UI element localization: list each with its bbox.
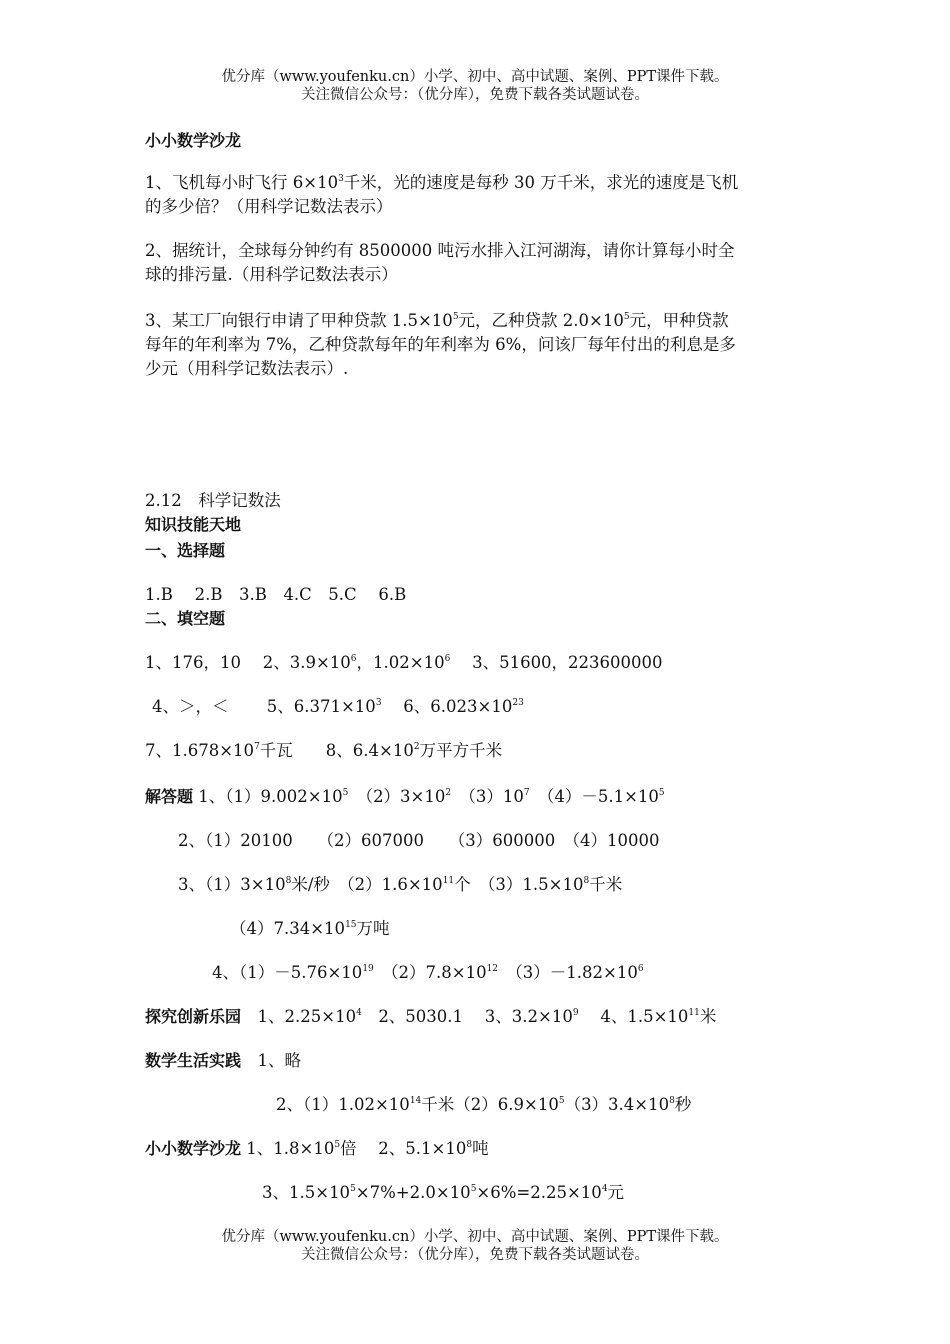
header-line-2: 关注微信公众号：（优分库），免费下载各类试题试卷。 (301, 87, 649, 103)
fill-answers-1: 1、176，10 2、$3.9\times 10^6$，$1.02\times 10^6$ 3、51600，223600000 (145, 653, 663, 672)
salon-title: 小小数学沙龙 (145, 131, 242, 150)
question-3-line-2: 每年的年利率为 7%，乙种贷款每年的年利率为 6%，问该厂每年付出的利息是多 (145, 335, 736, 354)
knowledge-heading: 知识技能天地 (145, 515, 242, 534)
question-3-line-3: 少元（用科学记数法表示）. (145, 359, 349, 378)
question-2-line-1: 2、据统计，全球每分钟约有 8500000 吨污水排入江河湖海，请你计算每小时全 (145, 241, 735, 260)
choice-heading: 一、选择题 (145, 541, 226, 560)
header-line-1: 优分库（www.youfenku.cn）小学、初中、高中试题、案例、PPT课件下载。 (221, 69, 729, 85)
solve-answers-4: 4、$(1)-5.76\times 10^{19}$ $(2)7.8\times 10^{12}$ $(3)-1.82\times 10^6$ (212, 963, 644, 982)
footer-line-1: 优分库（www.youfenku.cn）小学、初中、高中试题、案例、PPT课件下载。 (221, 1229, 729, 1245)
fill-answers-3: 7、$1.678\times 10^7$千瓦 8、$6.4\times 10^2$万平方千米 (145, 741, 503, 760)
life-answers-1: 数学生活实践 1、略 (145, 1051, 302, 1070)
solve-answers-2: 2、（1）20100 （2）607000 （3）600000 （4）10000 (178, 831, 660, 850)
salon-answers-1: 小小数学沙龙 1、$1.8\times 10^5$倍 2、$5.1\times 10^8$吨 (145, 1139, 489, 1158)
life-answers-2: 2、$(1)1.02\times 10^{14}$千米$(2)6.9\times 10^5(3)3.4\times 10^8$秒 (276, 1095, 692, 1114)
footer-line-2: 关注微信公众号：（优分库），免费下载各类试题试卷。 (301, 1247, 649, 1263)
section-title: 2.12 科学记数法 (145, 491, 281, 510)
page-header (0, 68, 950, 104)
question-1-line-2: 的多少倍？（用科学记数法表示） (145, 197, 393, 216)
question-1-line-1: 1、飞机每小时飞行 $6\times 10^3$千米，光的速度是每秒 30 万千米，求光的速度是飞机 (145, 173, 739, 192)
choice-answers: 1.B 2.B 3.B 4.C 5.C 6.B (145, 585, 407, 604)
salon-answers-3: 3、$1.5\times 10^5\times 7\%+2.0\times 10^5\times 6\%=2.25\times 10^4$元 (262, 1183, 625, 1202)
solve-answers-3b: $(4)7.34\times 10^{15}$万吨 (230, 919, 390, 938)
fill-answers-2: 4、＞，＜ 5、$6.371\times 10^3$ 6、$6.023\times 10^{23}$ (152, 697, 524, 716)
fill-heading: 二、填空题 (145, 609, 226, 628)
page-footer (0, 1228, 950, 1264)
explore-answers: 探究创新乐园 1、$2.25\times 10^4$ 2、5030.1 3、$3.2\times 10^9$ 4、$1.5\times 10^{11}$米 (145, 1007, 717, 1026)
question-2-line-2: 球的排污量.（用科学记数法表示） (145, 265, 398, 284)
question-3-line-1: 3、某工厂向银行申请了甲种贷款 $1.5\times 10^5$元，乙种贷款 $2.0\times 10^5$元，甲种贷款 (145, 311, 729, 330)
solve-answers-1: 解答题 1、$(1)9.002\times 10^5$ $(2)3\times 10^2$ $(3)10^7$ $(4)-5.1\times 10^5$ (145, 787, 665, 806)
solve-answers-3: 3、$(1)3\times 10^8$米/秒 $(2)1.6\times 10^{11}$个 $(3)1.5\times 10^8$千米 (178, 875, 623, 894)
